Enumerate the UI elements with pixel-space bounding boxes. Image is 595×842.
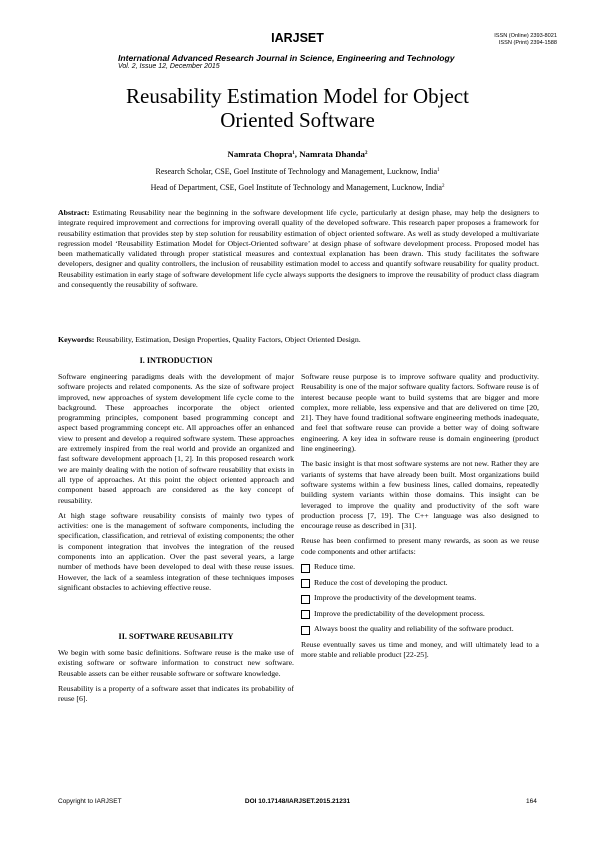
right-column	[301, 372, 539, 665]
reusability-paragraph-1: We begin with some basic definitions. Software reuse is the make use of existing software or software information to construct new software. Reusable assets can be either reusable software or software knowledge.	[58, 648, 294, 678]
right-paragraph-2: The basic insight is that most software systems are not new. Rather they are variants of systems that have already been built. Most organizations build software systems within a few business lines, called domains, repeatedly building system variants within those domains. This insight can be leveraged to improve the quality and productivity of the soft ware production process [7, 19]. The C++ language was also designed to encourage reuse as described in [31].	[301, 459, 539, 531]
keywords-text: Reusability, Estimation, Design Properties, Quality Factors, Object Oriented Design.	[94, 335, 361, 344]
left-column-reusability	[58, 648, 294, 709]
paper-title	[60, 84, 535, 132]
author-2-marker: 2	[364, 151, 368, 156]
bullet-item	[301, 593, 539, 604]
footer-copyright: Copyright to IARJSET	[58, 798, 122, 805]
affiliation-2-marker: 2	[441, 184, 445, 189]
affiliation-1-text: Research Scholar, CSE, Goel Institute of Technology and Management, Lucknow, India	[155, 167, 437, 176]
volume-issue: Vol. 2, Issue 12, December 2015	[118, 63, 220, 70]
reusability-heading: II. SOFTWARE REUSABILITY	[118, 632, 234, 641]
right-paragraph-1: Software reuse purpose is to improve software quality and productivity. Reusability is one of the major software quality factors. Software reuse is of interest because people want to build systems that are bigger and more complex, more reliable, less expensive and that are delivered on time [20, 21]. They have found traditional software engineering methods inadequate, and feel that software reuse can provide a better way of doing software engineering. A key idea in software reuse is domain engineering (product line engineering).	[301, 372, 539, 454]
checkbox-bullet-icon	[301, 626, 310, 635]
right-paragraph-3: Reuse has been confirmed to present many rewards, as soon as we reuse code components and other artifacts:	[301, 536, 539, 556]
intro-heading: I. INTRODUCTION	[139, 356, 213, 365]
bullet-text: Always boost the quality and reliability of the software product.	[314, 624, 514, 634]
left-column-intro	[58, 372, 294, 598]
author-list	[0, 149, 595, 159]
issn-online: ISSN (Online) 2393-8021	[494, 33, 557, 39]
intro-paragraph-1: Software engineering paradigms deals with the development of major software projects and related components. As the size of software project improved, new approaches of system development life cycle come to the background. These approaches incorporate the object oriented programming principles, component based programming concept and aspect based programming concept etc. All approaches offer an enhanced view to present and develop a required software system. These approaches are extremely inspired from the real world and provide an organized and fast software development approach [1, 2]. In this proposed research work we are mainly dealing with the notion of software reusability that exists in all type of approaches. At this point the object oriented approach and component based approach are considered as the key concept of reusability.	[58, 372, 294, 505]
checkbox-bullet-icon	[301, 579, 310, 588]
bullet-item	[301, 562, 539, 573]
author-2: Namrata Dhanda	[299, 149, 365, 159]
bullet-item	[301, 609, 539, 620]
title-line-2: Oriented Software	[220, 108, 375, 132]
author-1-marker: 1	[292, 151, 295, 156]
keywords-label: Keywords:	[58, 335, 95, 344]
intro-paragraph-2: At high stage software reusability consists of mainly two types of activities: one is the management of software components, including the specification, classification, and retrieval of existing components; the other is component integration that involves the integration of the reused components into an application. Over the past several years, a large number of methods have been developed to deal with these reuse issues. However, the lack of a seamless integration of these techniques imposes significant obstacles to achieving effective reuse.	[58, 510, 294, 592]
abstract	[58, 208, 539, 290]
bullet-text: Reduce the cost of developing the product.	[314, 577, 448, 587]
bullet-item	[301, 578, 539, 589]
reusability-paragraph-2: Reusability is a property of a software asset that indicates its probability of reuse [6].	[58, 683, 294, 704]
title-line-1: Reusability Estimation Model for Object	[126, 84, 469, 108]
bullet-text: Improve the productivity of the development teams.	[314, 593, 477, 603]
checkbox-bullet-icon	[301, 564, 310, 573]
bullet-text: Improve the predictability of the development process.	[314, 608, 485, 618]
issn-block	[494, 33, 557, 47]
right-paragraph-4: Reuse eventually saves us time and money, and will ultimately lead to a more stable and reliable product [22-25].	[301, 639, 539, 659]
abstract-text: Estimating Reusability near the beginning in the software development life cycle, particularly at design phase, may help the designers to integrate required improvement and corrections for improving overall quality of the developed software. This research paper proposes a framework for reusability estimation that provides step by step solution for reusability estimation of object oriented software. As well as study developed a multivariate regression model ‘Reusability Estimation Model for Object-Oriented software’ at design phase of software development process. Proposed model has been mathematically validated through proper statistical measures and contextual explanation has been drawn. This study facilitates the software developers, designer and quality controllers, the inclusion of reusability estimation model to access and quantify software reusability for quality product. Reusability estimation in early stage of software development life cycle always supports the designers to improve the reusability of product class diagram and consequently the reusability of software.	[58, 208, 539, 290]
affiliation-1-marker: 1	[437, 168, 440, 173]
affiliation-2-text: Head of Department, CSE, Goel Institute of Technology and Management, Lucknow, India	[150, 183, 442, 192]
journal-short-title: IARJSET	[271, 31, 324, 45]
footer-doi: DOI 10.17148/IARJSET.2015.21231	[244, 798, 351, 805]
checkbox-bullet-icon	[301, 595, 310, 604]
journal-full-title: International Advanced Research Journal in Science, Engineering and Technology	[118, 53, 455, 63]
author-1: Namrata Chopra	[227, 149, 293, 159]
author-separator: ,	[294, 149, 300, 159]
affiliation-1	[0, 167, 595, 176]
issn-print: ISSN (Print) 2394-1588	[498, 40, 557, 46]
bullet-item	[301, 624, 539, 635]
footer-page-number: 164	[526, 798, 537, 805]
keywords	[58, 335, 539, 345]
bullet-text: Reduce time.	[314, 562, 356, 572]
affiliation-2	[0, 183, 595, 192]
abstract-label: Abstract:	[58, 208, 90, 217]
checkbox-bullet-icon	[301, 610, 310, 619]
